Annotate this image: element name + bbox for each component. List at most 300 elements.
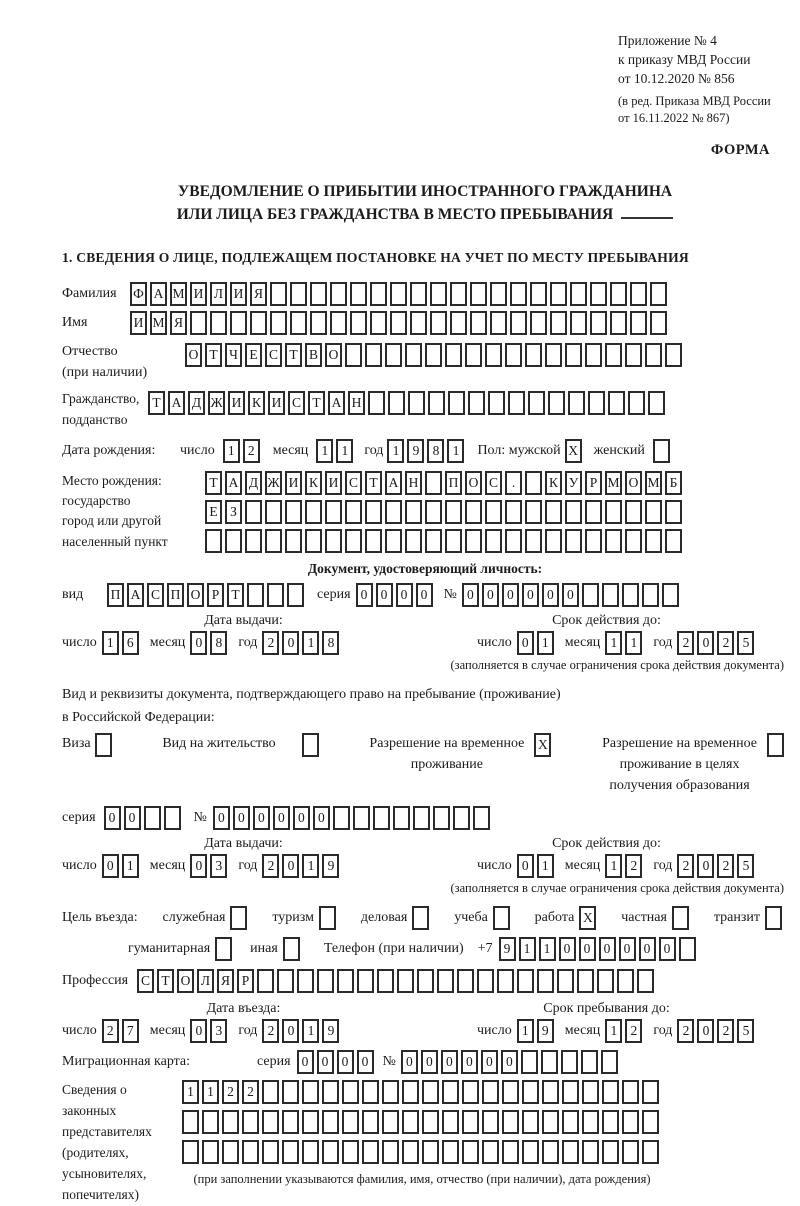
char-cell[interactable] bbox=[490, 311, 507, 335]
char-cell[interactable]: 2 bbox=[625, 1019, 642, 1043]
char-cell[interactable]: Н bbox=[405, 471, 422, 495]
char-cell[interactable]: 1 bbox=[605, 631, 622, 655]
char-cell[interactable]: 9 bbox=[537, 1019, 554, 1043]
char-cell[interactable]: И bbox=[190, 282, 207, 306]
char-cell[interactable] bbox=[242, 1110, 259, 1134]
char-cell[interactable]: 1 bbox=[302, 1019, 319, 1043]
purpose-business-checkbox[interactable] bbox=[412, 906, 429, 930]
char-cell[interactable] bbox=[287, 583, 304, 607]
char-cell[interactable]: 3 bbox=[210, 1019, 227, 1043]
char-cell[interactable]: А bbox=[168, 391, 185, 415]
char-cell[interactable]: С bbox=[137, 969, 154, 993]
char-cell[interactable]: А bbox=[328, 391, 345, 415]
char-cell[interactable] bbox=[262, 1080, 279, 1104]
char-cell[interactable]: 9 bbox=[322, 854, 339, 878]
char-cell[interactable]: 2 bbox=[677, 631, 694, 655]
char-cell[interactable]: 2 bbox=[677, 1019, 694, 1043]
char-cell[interactable] bbox=[630, 311, 647, 335]
char-cell[interactable] bbox=[425, 529, 442, 553]
char-cell[interactable] bbox=[190, 311, 207, 335]
char-cell[interactable]: 0 bbox=[659, 937, 676, 961]
char-cell[interactable] bbox=[622, 583, 639, 607]
char-cell[interactable] bbox=[262, 1140, 279, 1164]
char-cell[interactable] bbox=[602, 1080, 619, 1104]
char-cell[interactable] bbox=[508, 391, 525, 415]
char-cell[interactable]: 0 bbox=[522, 583, 539, 607]
char-cell[interactable] bbox=[521, 1050, 538, 1074]
char-cell[interactable]: Я bbox=[217, 969, 234, 993]
temp-residence-edu-checkbox[interactable] bbox=[767, 733, 784, 757]
char-cell[interactable]: 2 bbox=[625, 854, 642, 878]
char-cell[interactable]: И bbox=[130, 311, 147, 335]
char-cell[interactable] bbox=[448, 391, 465, 415]
char-cell[interactable] bbox=[445, 500, 462, 524]
char-cell[interactable] bbox=[530, 311, 547, 335]
char-cell[interactable] bbox=[317, 969, 334, 993]
char-cell[interactable] bbox=[222, 1140, 239, 1164]
char-cell[interactable] bbox=[262, 1110, 279, 1134]
char-cell[interactable]: И bbox=[285, 471, 302, 495]
char-cell[interactable] bbox=[302, 1140, 319, 1164]
char-cell[interactable] bbox=[362, 1140, 379, 1164]
char-cell[interactable] bbox=[345, 500, 362, 524]
char-cell[interactable] bbox=[322, 1110, 339, 1134]
purpose-private-checkbox[interactable] bbox=[672, 906, 689, 930]
char-cell[interactable] bbox=[485, 529, 502, 553]
char-cell[interactable]: С bbox=[265, 343, 282, 367]
char-cell[interactable] bbox=[497, 969, 514, 993]
char-cell[interactable] bbox=[330, 311, 347, 335]
char-cell[interactable]: 2 bbox=[242, 1080, 259, 1104]
char-cell[interactable]: Т bbox=[157, 969, 174, 993]
char-cell[interactable] bbox=[522, 1080, 539, 1104]
char-cell[interactable] bbox=[417, 969, 434, 993]
char-cell[interactable] bbox=[290, 282, 307, 306]
char-cell[interactable]: И bbox=[228, 391, 245, 415]
char-cell[interactable]: 0 bbox=[697, 854, 714, 878]
char-cell[interactable] bbox=[645, 343, 662, 367]
char-cell[interactable] bbox=[465, 529, 482, 553]
char-cell[interactable] bbox=[485, 500, 502, 524]
char-cell[interactable] bbox=[182, 1110, 199, 1134]
char-cell[interactable] bbox=[642, 583, 659, 607]
char-cell[interactable]: 0 bbox=[317, 1050, 334, 1074]
char-cell[interactable] bbox=[610, 282, 627, 306]
char-cell[interactable]: 0 bbox=[441, 1050, 458, 1074]
char-cell[interactable] bbox=[488, 391, 505, 415]
char-cell[interactable] bbox=[605, 343, 622, 367]
char-cell[interactable] bbox=[605, 500, 622, 524]
char-cell[interactable] bbox=[285, 529, 302, 553]
char-cell[interactable] bbox=[422, 1110, 439, 1134]
char-cell[interactable] bbox=[342, 1110, 359, 1134]
char-cell[interactable] bbox=[362, 1110, 379, 1134]
char-cell[interactable] bbox=[390, 282, 407, 306]
char-cell[interactable]: 0 bbox=[697, 631, 714, 655]
char-cell[interactable] bbox=[402, 1080, 419, 1104]
char-cell[interactable]: 1 bbox=[625, 631, 642, 655]
char-cell[interactable]: З bbox=[225, 500, 242, 524]
char-cell[interactable] bbox=[597, 969, 614, 993]
char-cell[interactable]: К bbox=[545, 471, 562, 495]
char-cell[interactable]: П bbox=[167, 583, 184, 607]
char-cell[interactable]: 9 bbox=[407, 439, 424, 463]
char-cell[interactable]: В bbox=[305, 343, 322, 367]
char-cell[interactable] bbox=[402, 1140, 419, 1164]
char-cell[interactable] bbox=[545, 529, 562, 553]
char-cell[interactable] bbox=[305, 500, 322, 524]
char-cell[interactable] bbox=[601, 1050, 618, 1074]
char-cell[interactable] bbox=[622, 1080, 639, 1104]
char-cell[interactable] bbox=[265, 500, 282, 524]
char-cell[interactable] bbox=[525, 343, 542, 367]
char-cell[interactable]: 5 bbox=[737, 1019, 754, 1043]
char-cell[interactable] bbox=[144, 806, 161, 830]
char-cell[interactable] bbox=[345, 343, 362, 367]
char-cell[interactable]: М bbox=[170, 282, 187, 306]
char-cell[interactable]: Т bbox=[205, 343, 222, 367]
char-cell[interactable] bbox=[502, 1110, 519, 1134]
char-cell[interactable]: 1 bbox=[447, 439, 464, 463]
char-cell[interactable]: К bbox=[248, 391, 265, 415]
char-cell[interactable] bbox=[285, 500, 302, 524]
char-cell[interactable]: 9 bbox=[499, 937, 516, 961]
char-cell[interactable]: 0 bbox=[639, 937, 656, 961]
char-cell[interactable] bbox=[542, 1110, 559, 1134]
residence-permit-checkbox[interactable] bbox=[302, 733, 319, 757]
char-cell[interactable] bbox=[270, 282, 287, 306]
char-cell[interactable] bbox=[462, 1080, 479, 1104]
char-cell[interactable] bbox=[430, 311, 447, 335]
char-cell[interactable]: 2 bbox=[243, 439, 260, 463]
char-cell[interactable] bbox=[370, 311, 387, 335]
char-cell[interactable]: 2 bbox=[102, 1019, 119, 1043]
char-cell[interactable]: С bbox=[288, 391, 305, 415]
char-cell[interactable] bbox=[322, 1080, 339, 1104]
char-cell[interactable]: 0 bbox=[282, 854, 299, 878]
char-cell[interactable] bbox=[325, 500, 342, 524]
char-cell[interactable] bbox=[525, 500, 542, 524]
char-cell[interactable]: 0 bbox=[357, 1050, 374, 1074]
char-cell[interactable] bbox=[457, 969, 474, 993]
char-cell[interactable] bbox=[522, 1140, 539, 1164]
char-cell[interactable] bbox=[477, 969, 494, 993]
char-cell[interactable]: 2 bbox=[677, 854, 694, 878]
char-cell[interactable]: М bbox=[605, 471, 622, 495]
char-cell[interactable]: 0 bbox=[421, 1050, 438, 1074]
char-cell[interactable] bbox=[465, 500, 482, 524]
char-cell[interactable] bbox=[548, 391, 565, 415]
char-cell[interactable]: 0 bbox=[213, 806, 230, 830]
char-cell[interactable] bbox=[350, 282, 367, 306]
char-cell[interactable]: 5 bbox=[737, 854, 754, 878]
char-cell[interactable]: Т bbox=[308, 391, 325, 415]
char-cell[interactable]: И bbox=[268, 391, 285, 415]
char-cell[interactable]: С bbox=[485, 471, 502, 495]
char-cell[interactable]: И bbox=[325, 471, 342, 495]
char-cell[interactable]: 0 bbox=[416, 583, 433, 607]
char-cell[interactable] bbox=[645, 500, 662, 524]
char-cell[interactable] bbox=[650, 311, 667, 335]
char-cell[interactable] bbox=[679, 937, 696, 961]
char-cell[interactable]: 1 bbox=[387, 439, 404, 463]
char-cell[interactable]: 0 bbox=[562, 583, 579, 607]
char-cell[interactable] bbox=[545, 500, 562, 524]
char-cell[interactable]: 0 bbox=[599, 937, 616, 961]
char-cell[interactable] bbox=[305, 529, 322, 553]
char-cell[interactable] bbox=[530, 282, 547, 306]
char-cell[interactable] bbox=[642, 1080, 659, 1104]
char-cell[interactable] bbox=[388, 391, 405, 415]
char-cell[interactable] bbox=[622, 1140, 639, 1164]
char-cell[interactable]: Т bbox=[285, 343, 302, 367]
char-cell[interactable] bbox=[562, 1080, 579, 1104]
char-cell[interactable] bbox=[370, 282, 387, 306]
char-cell[interactable]: 2 bbox=[717, 1019, 734, 1043]
char-cell[interactable] bbox=[377, 969, 394, 993]
char-cell[interactable]: 0 bbox=[517, 854, 534, 878]
char-cell[interactable] bbox=[542, 1140, 559, 1164]
char-cell[interactable] bbox=[522, 1110, 539, 1134]
char-cell[interactable] bbox=[302, 1110, 319, 1134]
char-cell[interactable]: 0 bbox=[104, 806, 121, 830]
char-cell[interactable]: 0 bbox=[697, 1019, 714, 1043]
char-cell[interactable] bbox=[402, 1110, 419, 1134]
char-cell[interactable]: 8 bbox=[427, 439, 444, 463]
char-cell[interactable]: 0 bbox=[482, 583, 499, 607]
char-cell[interactable] bbox=[408, 391, 425, 415]
char-cell[interactable] bbox=[562, 1110, 579, 1134]
char-cell[interactable]: А bbox=[150, 282, 167, 306]
char-cell[interactable] bbox=[393, 806, 410, 830]
char-cell[interactable]: 0 bbox=[273, 806, 290, 830]
char-cell[interactable] bbox=[302, 1080, 319, 1104]
char-cell[interactable]: 0 bbox=[559, 937, 576, 961]
char-cell[interactable]: 0 bbox=[542, 583, 559, 607]
char-cell[interactable] bbox=[410, 311, 427, 335]
char-cell[interactable]: 2 bbox=[262, 631, 279, 655]
char-cell[interactable] bbox=[505, 500, 522, 524]
char-cell[interactable] bbox=[545, 343, 562, 367]
char-cell[interactable]: А bbox=[127, 583, 144, 607]
char-cell[interactable]: 1 bbox=[519, 937, 536, 961]
char-cell[interactable]: 8 bbox=[210, 631, 227, 655]
char-cell[interactable]: 1 bbox=[316, 439, 333, 463]
char-cell[interactable]: О bbox=[625, 471, 642, 495]
char-cell[interactable] bbox=[581, 1050, 598, 1074]
char-cell[interactable] bbox=[405, 343, 422, 367]
char-cell[interactable] bbox=[582, 1140, 599, 1164]
char-cell[interactable] bbox=[565, 529, 582, 553]
char-cell[interactable] bbox=[445, 343, 462, 367]
char-cell[interactable]: Е bbox=[245, 343, 262, 367]
char-cell[interactable]: 0 bbox=[282, 631, 299, 655]
char-cell[interactable] bbox=[310, 282, 327, 306]
char-cell[interactable] bbox=[385, 343, 402, 367]
char-cell[interactable]: 0 bbox=[253, 806, 270, 830]
char-cell[interactable] bbox=[602, 1110, 619, 1134]
purpose-humanitarian-checkbox[interactable] bbox=[215, 937, 232, 961]
char-cell[interactable]: 8 bbox=[322, 631, 339, 655]
char-cell[interactable] bbox=[425, 500, 442, 524]
char-cell[interactable] bbox=[570, 282, 587, 306]
char-cell[interactable] bbox=[433, 806, 450, 830]
char-cell[interactable] bbox=[342, 1140, 359, 1164]
char-cell[interactable]: Л bbox=[210, 282, 227, 306]
char-cell[interactable]: Ж bbox=[265, 471, 282, 495]
char-cell[interactable]: О bbox=[465, 471, 482, 495]
char-cell[interactable]: 0 bbox=[282, 1019, 299, 1043]
char-cell[interactable] bbox=[565, 343, 582, 367]
char-cell[interactable]: У bbox=[565, 471, 582, 495]
char-cell[interactable]: 0 bbox=[297, 1050, 314, 1074]
char-cell[interactable] bbox=[345, 529, 362, 553]
char-cell[interactable] bbox=[462, 1110, 479, 1134]
char-cell[interactable] bbox=[430, 282, 447, 306]
visa-checkbox[interactable] bbox=[95, 733, 112, 757]
char-cell[interactable]: 6 bbox=[122, 631, 139, 655]
char-cell[interactable]: 0 bbox=[401, 1050, 418, 1074]
sex-male-checkbox[interactable]: X bbox=[565, 439, 582, 463]
char-cell[interactable] bbox=[342, 1080, 359, 1104]
char-cell[interactable]: 0 bbox=[313, 806, 330, 830]
char-cell[interactable] bbox=[662, 583, 679, 607]
char-cell[interactable] bbox=[582, 1080, 599, 1104]
purpose-work-checkbox[interactable]: X bbox=[579, 906, 596, 930]
char-cell[interactable] bbox=[588, 391, 605, 415]
char-cell[interactable]: С bbox=[345, 471, 362, 495]
char-cell[interactable]: 0 bbox=[461, 1050, 478, 1074]
char-cell[interactable]: Е bbox=[205, 500, 222, 524]
temp-residence-checkbox[interactable]: X bbox=[534, 733, 551, 757]
char-cell[interactable] bbox=[550, 282, 567, 306]
char-cell[interactable]: Т bbox=[205, 471, 222, 495]
char-cell[interactable]: А bbox=[385, 471, 402, 495]
char-cell[interactable] bbox=[665, 343, 682, 367]
char-cell[interactable]: Р bbox=[207, 583, 224, 607]
char-cell[interactable]: 1 bbox=[302, 631, 319, 655]
char-cell[interactable] bbox=[242, 1140, 259, 1164]
char-cell[interactable]: 0 bbox=[233, 806, 250, 830]
char-cell[interactable] bbox=[297, 969, 314, 993]
char-cell[interactable]: М bbox=[150, 311, 167, 335]
char-cell[interactable] bbox=[202, 1110, 219, 1134]
char-cell[interactable] bbox=[482, 1110, 499, 1134]
char-cell[interactable]: 5 bbox=[737, 631, 754, 655]
char-cell[interactable]: 1 bbox=[202, 1080, 219, 1104]
purpose-study-checkbox[interactable] bbox=[493, 906, 510, 930]
char-cell[interactable] bbox=[582, 1110, 599, 1134]
char-cell[interactable] bbox=[517, 969, 534, 993]
char-cell[interactable] bbox=[382, 1080, 399, 1104]
char-cell[interactable]: 0 bbox=[517, 631, 534, 655]
char-cell[interactable] bbox=[585, 529, 602, 553]
char-cell[interactable] bbox=[610, 311, 627, 335]
char-cell[interactable] bbox=[453, 806, 470, 830]
char-cell[interactable] bbox=[585, 500, 602, 524]
char-cell[interactable]: Т bbox=[148, 391, 165, 415]
char-cell[interactable]: 2 bbox=[262, 854, 279, 878]
char-cell[interactable] bbox=[562, 1140, 579, 1164]
char-cell[interactable]: 0 bbox=[501, 1050, 518, 1074]
char-cell[interactable] bbox=[362, 1080, 379, 1104]
char-cell[interactable]: Я bbox=[250, 282, 267, 306]
char-cell[interactable]: Д bbox=[188, 391, 205, 415]
char-cell[interactable] bbox=[450, 311, 467, 335]
char-cell[interactable]: 0 bbox=[462, 583, 479, 607]
char-cell[interactable]: Я bbox=[170, 311, 187, 335]
char-cell[interactable] bbox=[337, 969, 354, 993]
char-cell[interactable] bbox=[577, 969, 594, 993]
char-cell[interactable]: 1 bbox=[537, 631, 554, 655]
char-cell[interactable] bbox=[333, 806, 350, 830]
char-cell[interactable] bbox=[628, 391, 645, 415]
char-cell[interactable] bbox=[222, 1110, 239, 1134]
char-cell[interactable] bbox=[357, 969, 374, 993]
char-cell[interactable] bbox=[445, 529, 462, 553]
char-cell[interactable] bbox=[422, 1140, 439, 1164]
char-cell[interactable] bbox=[525, 471, 542, 495]
char-cell[interactable]: С bbox=[147, 583, 164, 607]
char-cell[interactable] bbox=[665, 500, 682, 524]
char-cell[interactable] bbox=[413, 806, 430, 830]
char-cell[interactable] bbox=[405, 500, 422, 524]
char-cell[interactable] bbox=[225, 529, 242, 553]
char-cell[interactable] bbox=[397, 969, 414, 993]
char-cell[interactable] bbox=[437, 969, 454, 993]
char-cell[interactable] bbox=[385, 500, 402, 524]
char-cell[interactable] bbox=[482, 1080, 499, 1104]
char-cell[interactable] bbox=[405, 529, 422, 553]
char-cell[interactable] bbox=[542, 1080, 559, 1104]
char-cell[interactable]: 3 bbox=[210, 854, 227, 878]
char-cell[interactable] bbox=[164, 806, 181, 830]
char-cell[interactable] bbox=[282, 1140, 299, 1164]
char-cell[interactable]: 1 bbox=[223, 439, 240, 463]
char-cell[interactable] bbox=[265, 529, 282, 553]
char-cell[interactable]: Р bbox=[585, 471, 602, 495]
char-cell[interactable] bbox=[505, 529, 522, 553]
char-cell[interactable] bbox=[502, 1140, 519, 1164]
char-cell[interactable] bbox=[525, 529, 542, 553]
char-cell[interactable]: 0 bbox=[396, 583, 413, 607]
char-cell[interactable]: Ж bbox=[208, 391, 225, 415]
char-cell[interactable]: 2 bbox=[262, 1019, 279, 1043]
char-cell[interactable] bbox=[382, 1110, 399, 1134]
char-cell[interactable] bbox=[510, 282, 527, 306]
char-cell[interactable] bbox=[473, 806, 490, 830]
char-cell[interactable] bbox=[470, 282, 487, 306]
char-cell[interactable]: 1 bbox=[537, 854, 554, 878]
char-cell[interactable]: 1 bbox=[102, 631, 119, 655]
char-cell[interactable] bbox=[630, 282, 647, 306]
char-cell[interactable] bbox=[642, 1110, 659, 1134]
char-cell[interactable] bbox=[365, 343, 382, 367]
char-cell[interactable] bbox=[557, 969, 574, 993]
char-cell[interactable] bbox=[182, 1140, 199, 1164]
char-cell[interactable]: 1 bbox=[605, 854, 622, 878]
char-cell[interactable] bbox=[322, 1140, 339, 1164]
char-cell[interactable] bbox=[648, 391, 665, 415]
char-cell[interactable]: 0 bbox=[376, 583, 393, 607]
char-cell[interactable]: Л bbox=[197, 969, 214, 993]
char-cell[interactable]: 1 bbox=[605, 1019, 622, 1043]
char-cell[interactable]: 1 bbox=[336, 439, 353, 463]
char-cell[interactable] bbox=[605, 529, 622, 553]
char-cell[interactable] bbox=[482, 1140, 499, 1164]
char-cell[interactable]: Р bbox=[237, 969, 254, 993]
char-cell[interactable] bbox=[368, 391, 385, 415]
